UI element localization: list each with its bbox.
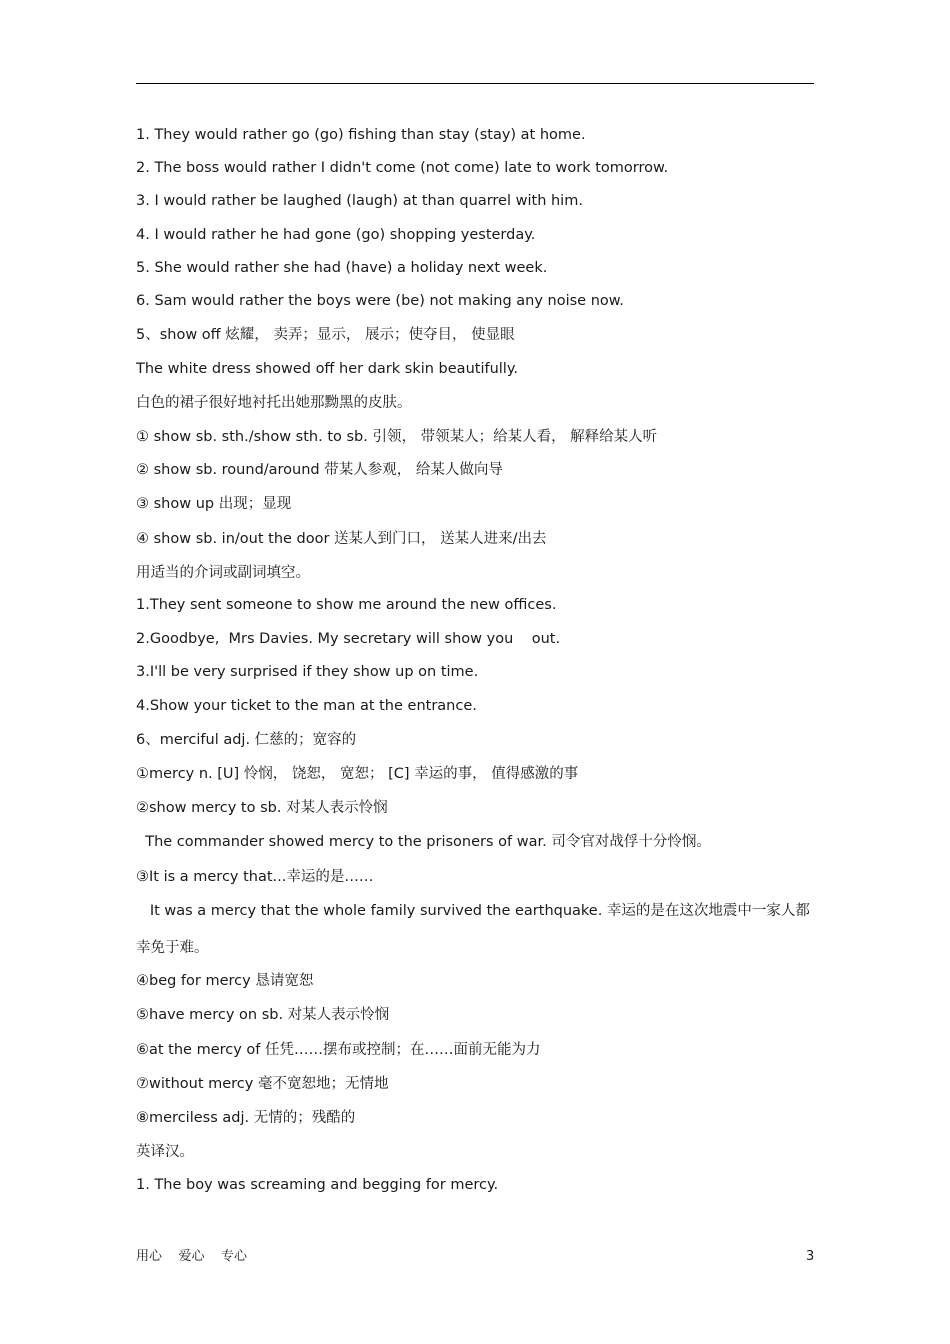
text-line: ① show sb. sth./show sth. to sb. 引领， 带领某人；给某人看， 解释给某人听: [136, 429, 658, 445]
text-line: ⑧merciless adj. 无情的；残酷的: [136, 1110, 356, 1126]
text-line: 1. They would rather go (go) fishing than stay (stay) at home.: [136, 127, 586, 143]
text-line: 4. I would rather he had gone (go) shopping yesterday.: [136, 227, 536, 243]
text-line: 幸免于难。: [136, 940, 209, 956]
text-line: The commander showed mercy to the prisoners of war. 司令官对战俘十分怜悯。: [136, 834, 711, 850]
text-line: 1. The boy was screaming and begging for mercy.: [136, 1177, 499, 1193]
text-line: ②show mercy to sb. 对某人表示怜悯: [136, 800, 388, 816]
footer-motto: 用心 爱心 专心: [136, 1249, 248, 1264]
text-line: 6、merciful adj. 仁慈的；宽容的: [136, 732, 357, 748]
text-line: ⑤have mercy on sb. 对某人表示怜悯: [136, 1007, 390, 1023]
text-line: 白色的裙子很好地衬托出她那黝黑的皮肤。: [136, 395, 412, 411]
header-rule: [136, 83, 814, 84]
text-line: 6. Sam would rather the boys were (be) not making any noise now.: [136, 293, 624, 309]
text-line: It was a mercy that the whole family survived the earthquake. 幸运的是在这次地震中一家人都: [136, 903, 810, 919]
text-line: ③It is a mercy that...幸运的是……: [136, 869, 374, 885]
text-line: 2. The boss would rather I didn't come (not come) late to work tomorrow.: [136, 160, 669, 176]
text-line: ⑥at the mercy of 任凭……摆布或控制；在……面前无能为力: [136, 1042, 541, 1058]
text-line: 英译汉。: [136, 1144, 194, 1160]
text-line: ④beg for mercy 恳请宽恕: [136, 973, 314, 989]
text-line: ② show sb. round/around 带某人参观， 给某人做向导: [136, 462, 503, 478]
text-line: ③ show up 出现；显现: [136, 496, 292, 512]
text-line: The white dress showed off her dark skin beautifully.: [136, 361, 518, 377]
text-line: 4.Show your ticket to the man at the entrance.: [136, 698, 477, 714]
text-line: 5. She would rather she had (have) a holiday next week.: [136, 260, 548, 276]
text-line: 用适当的介词或副词填空。: [136, 565, 310, 581]
text-line: 3. I would rather be laughed (laugh) at than quarrel with him.: [136, 193, 583, 209]
text-line: 2.Goodbye, Mrs Davies. My secretary will show you out.: [136, 631, 561, 647]
text-line: 1.They sent someone to show me around the new offices.: [136, 597, 557, 613]
text-line: ④ show sb. in/out the door 送某人到门口， 送某人进来/出去: [136, 531, 547, 547]
text-line: ⑦without mercy 毫不宽恕地；无情地: [136, 1076, 389, 1092]
text-line: 5、show off 炫耀， 卖弄；显示， 展示；使夺目， 使显眼: [136, 327, 515, 343]
page-number: 3: [806, 1249, 815, 1264]
text-line: ①mercy n. [U] 怜悯， 饶恕， 宽恕； [C] 幸运的事， 值得感激的事: [136, 766, 579, 782]
text-line: 3.I'll be very surprised if they show up on time.: [136, 664, 479, 680]
